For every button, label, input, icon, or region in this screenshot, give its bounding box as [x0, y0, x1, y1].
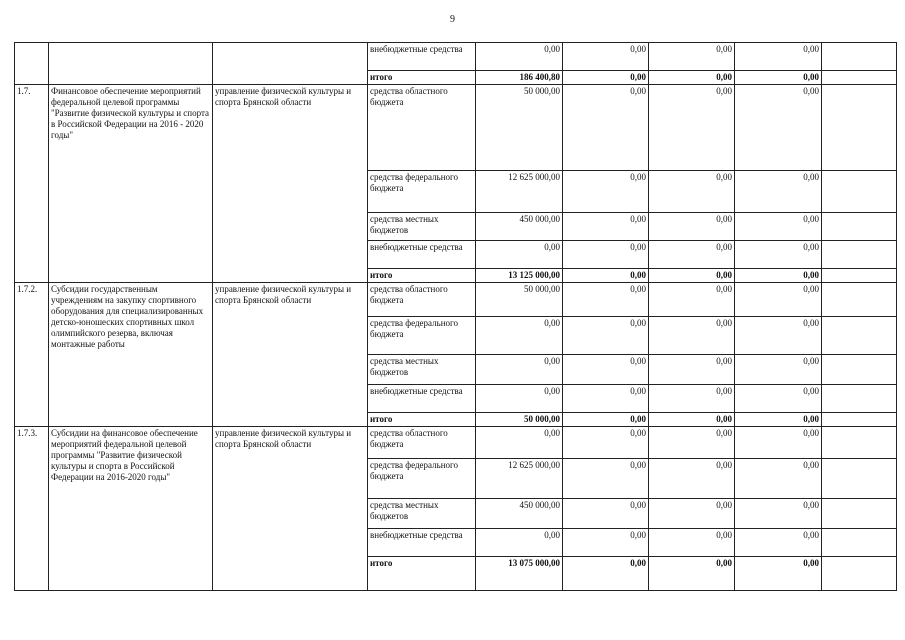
empty-cell — [822, 43, 897, 71]
empty-cell — [822, 171, 897, 213]
amount-cell: 0,00 — [735, 43, 822, 71]
total-label: итого — [368, 557, 476, 591]
source-label: средства федерального бюджета — [368, 459, 476, 499]
amount-cell: 0,00 — [649, 213, 735, 241]
amount-cell: 0,00 — [649, 355, 735, 385]
code-cell — [15, 43, 49, 85]
total-amount: 0,00 — [649, 269, 735, 283]
amount-cell: 0,00 — [649, 283, 735, 317]
amount-cell: 0,00 — [735, 283, 822, 317]
total-amount: 0,00 — [735, 269, 822, 283]
source-label: средства федерального бюджета — [368, 171, 476, 213]
amount-cell: 0,00 — [563, 283, 649, 317]
amount-cell: 0,00 — [476, 241, 563, 269]
table-row — [15, 85, 897, 171]
total-amount: 0,00 — [649, 71, 735, 85]
amount-cell: 0,00 — [735, 213, 822, 241]
section-name: Субсидии государственным учреждениям на закупку спортивного оборудования для специализированных детско-юношеских спортивных школ олимпийского резерва, включая монтажные работы — [49, 283, 213, 427]
total-amount: 0,00 — [563, 269, 649, 283]
empty-cell — [822, 241, 897, 269]
amount-cell: 0,00 — [649, 241, 735, 269]
executor-cell: управление физической культуры и спорта Брянской области — [213, 427, 368, 591]
amount-cell: 50 000,00 — [476, 85, 563, 171]
source-label: средства местных бюджетов — [368, 213, 476, 241]
name-cell — [49, 43, 213, 85]
amount-cell: 12 625 000,00 — [476, 171, 563, 213]
source-label: средства областного бюджета — [368, 427, 476, 459]
empty-cell — [822, 283, 897, 317]
amount-cell: 0,00 — [735, 317, 822, 355]
amount-cell: 0,00 — [563, 459, 649, 499]
total-amount: 186 400,80 — [476, 71, 563, 85]
amount-cell: 0,00 — [563, 427, 649, 459]
executor-cell — [213, 43, 368, 85]
section-name: Финансовое обеспечение мероприятий федеральной целевой программы "Развитие физической культуры и спорта в Российской Федерации на 2016 - 2020 годы" — [49, 85, 213, 283]
section-code: 1.7. — [15, 85, 49, 283]
total-amount: 0,00 — [649, 557, 735, 591]
executor-cell: управление физической культуры и спорта Брянской области — [213, 85, 368, 283]
amount-cell: 0,00 — [649, 427, 735, 459]
source-label: средства областного бюджета — [368, 85, 476, 171]
amount-cell: 0,00 — [649, 385, 735, 413]
amount-cell: 0,00 — [563, 213, 649, 241]
total-amount: 0,00 — [735, 71, 822, 85]
empty-cell — [822, 413, 897, 427]
amount-cell: 0,00 — [649, 317, 735, 355]
empty-cell — [822, 269, 897, 283]
amount-cell: 0,00 — [476, 317, 563, 355]
amount-cell: 0,00 — [735, 459, 822, 499]
table-row — [15, 283, 897, 317]
section-name: Субсидии на финансовое обеспечение мероприятий федеральной целевой программы "Развитие физической культуры и спорта в Российской Федерации на 2016-2020 годы" — [49, 427, 213, 591]
source-label: внебюджетные средства — [368, 241, 476, 269]
total-amount: 0,00 — [563, 71, 649, 85]
amount-cell: 0,00 — [563, 499, 649, 529]
amount-cell: 0,00 — [563, 43, 649, 71]
section-code: 1.7.2. — [15, 283, 49, 427]
total-label: итого — [368, 413, 476, 427]
section-code: 1.7.3. — [15, 427, 49, 591]
amount-cell: 0,00 — [563, 317, 649, 355]
total-amount: 0,00 — [735, 557, 822, 591]
budget-table — [14, 42, 897, 591]
empty-cell — [822, 427, 897, 459]
source-label: средства федерального бюджета — [368, 317, 476, 355]
total-label: итого — [368, 71, 476, 85]
empty-cell — [822, 557, 897, 591]
amount-cell: 0,00 — [649, 43, 735, 71]
amount-cell: 0,00 — [649, 459, 735, 499]
total-amount: 0,00 — [563, 557, 649, 591]
amount-cell: 450 000,00 — [476, 499, 563, 529]
amount-cell: 450 000,00 — [476, 213, 563, 241]
total-amount: 50 000,00 — [476, 413, 563, 427]
executor-cell: управление физической культуры и спорта Брянской области — [213, 283, 368, 427]
source-label: средства местных бюджетов — [368, 499, 476, 529]
source-label: средства областного бюджета — [368, 283, 476, 317]
amount-cell: 50 000,00 — [476, 283, 563, 317]
source-label: внебюджетные средства — [368, 385, 476, 413]
empty-cell — [822, 499, 897, 529]
table-row — [15, 427, 897, 459]
amount-cell: 0,00 — [563, 171, 649, 213]
amount-cell: 0,00 — [649, 171, 735, 213]
amount-cell: 0,00 — [476, 43, 563, 71]
amount-cell: 0,00 — [563, 529, 649, 557]
total-amount: 0,00 — [563, 413, 649, 427]
empty-cell — [822, 529, 897, 557]
amount-cell: 0,00 — [563, 85, 649, 171]
amount-cell: 0,00 — [649, 85, 735, 171]
source-label: внебюджетные средства — [368, 43, 476, 71]
amount-cell: 0,00 — [563, 355, 649, 385]
amount-cell: 0,00 — [563, 241, 649, 269]
empty-cell — [822, 85, 897, 171]
source-label: внебюджетные средства — [368, 529, 476, 557]
empty-cell — [822, 71, 897, 85]
total-amount: 0,00 — [649, 413, 735, 427]
amount-cell: 0,00 — [735, 355, 822, 385]
amount-cell: 0,00 — [476, 355, 563, 385]
amount-cell: 12 625 000,00 — [476, 459, 563, 499]
amount-cell: 0,00 — [735, 241, 822, 269]
empty-cell — [822, 317, 897, 355]
amount-cell: 0,00 — [476, 427, 563, 459]
total-amount: 13 125 000,00 — [476, 269, 563, 283]
amount-cell: 0,00 — [476, 385, 563, 413]
empty-cell — [822, 213, 897, 241]
empty-cell — [822, 355, 897, 385]
source-label: средства местных бюджетов — [368, 355, 476, 385]
empty-cell — [822, 459, 897, 499]
amount-cell: 0,00 — [735, 171, 822, 213]
empty-cell — [822, 385, 897, 413]
amount-cell: 0,00 — [735, 385, 822, 413]
amount-cell: 0,00 — [735, 499, 822, 529]
total-label: итого — [368, 269, 476, 283]
total-amount: 13 075 000,00 — [476, 557, 563, 591]
page-number: 9 — [450, 14, 455, 25]
amount-cell: 0,00 — [735, 85, 822, 171]
amount-cell: 0,00 — [649, 529, 735, 557]
amount-cell: 0,00 — [563, 385, 649, 413]
amount-cell: 0,00 — [476, 529, 563, 557]
table-row — [15, 43, 897, 71]
amount-cell: 0,00 — [735, 427, 822, 459]
amount-cell: 0,00 — [735, 529, 822, 557]
total-amount: 0,00 — [735, 413, 822, 427]
amount-cell: 0,00 — [649, 499, 735, 529]
